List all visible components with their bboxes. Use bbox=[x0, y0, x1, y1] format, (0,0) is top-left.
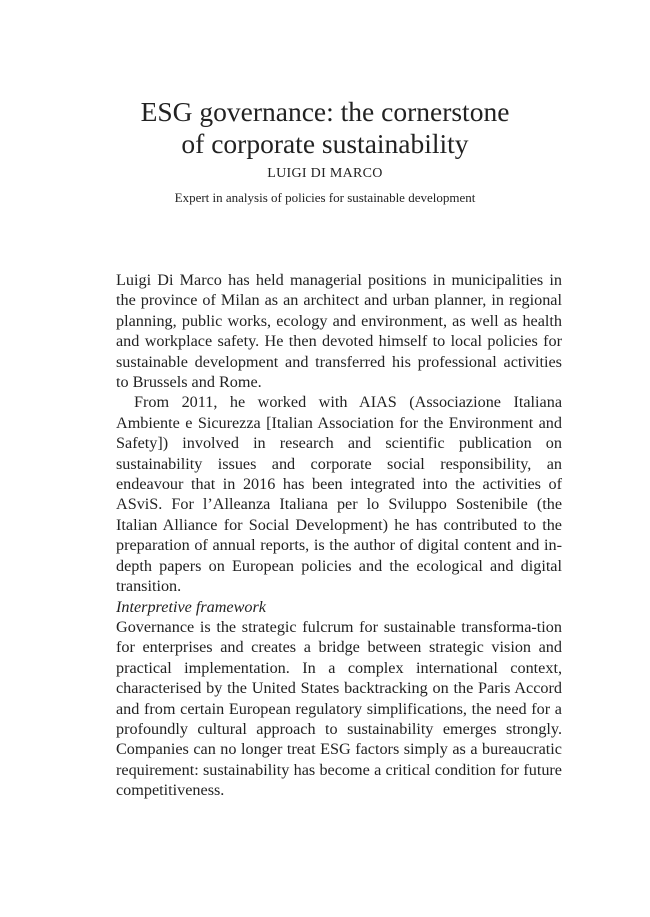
title-line-1: ESG governance: the cornerstone bbox=[140, 96, 510, 127]
bio-paragraph-1: Luigi Di Marco has held managerial positions in municipalities in the province of Milan as an architect and urban planner, in regional planning, public works, ecology and environment, as well as health and workplace safety. He then devoted himself to local policies for sustainable development and transferred his professional activities to Brussels and Rome. bbox=[116, 271, 562, 392]
article-body bbox=[116, 270, 562, 801]
section-paragraph: Governance is the strategic fulcrum for sustainable transforma-tion for enterprises and creates a bridge between strategic vision and practical implementation. In a complex international context, characterised by the United States backtracking on the Paris Accord and from certain European regulatory simplifications, the need for a profoundly cultural approach to sustainability emerges strongly. Companies can no longer treat ESG factors simply as a bureaucratic requirement: sustainability has become a critical condition for future competitiveness. bbox=[116, 617, 562, 800]
section-heading: Interpretive framework bbox=[116, 597, 266, 616]
bio-paragraph-2: From 2011, he worked with AIAS (Associazione Italiana Ambiente e Sicurezza [Italian Association for the Environment and Safety]) involved in research and scientific publication on sustainability issues and corporate social responsibility, an endeavour that in 2016 has been integrated into the activities of ASviS. For l’Alleanza Italiana per lo Sviluppo Sostenibile (the Italian Alliance for Social Development) he has contributed to the preparation of annual reports, is the author of digital content and in-depth papers on European policies and the ecological and digital transition. bbox=[116, 393, 562, 596]
author-affiliation: Expert in analysis of policies for sustainable development bbox=[174, 190, 476, 205]
author-name: LUIGI DI MARCO bbox=[267, 166, 383, 181]
article-header bbox=[0, 96, 650, 206]
title-line-2: of corporate sustainability bbox=[181, 128, 469, 159]
article-title bbox=[0, 96, 650, 160]
